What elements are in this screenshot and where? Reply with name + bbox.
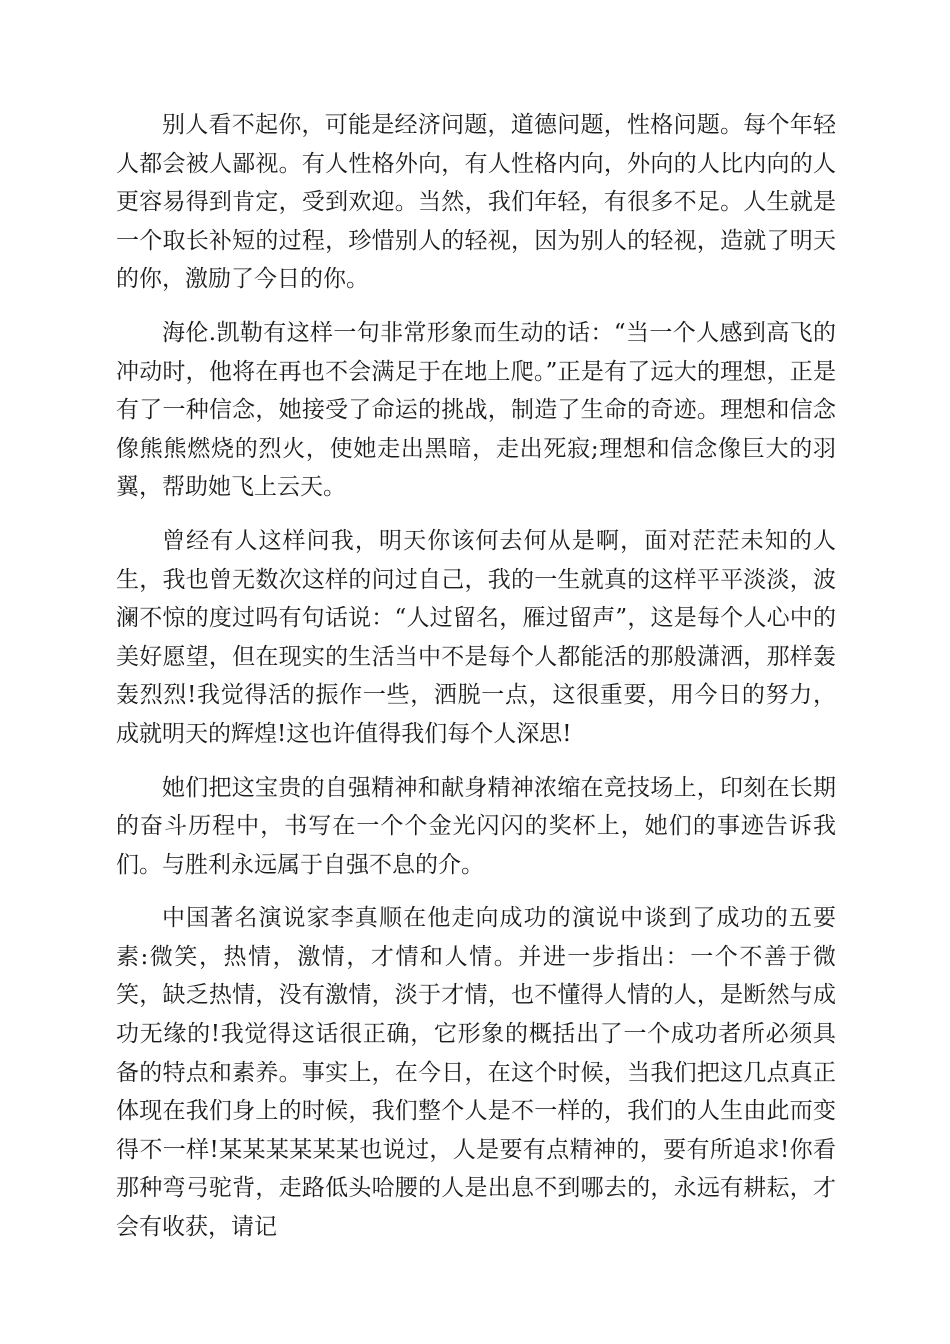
paragraph-5: 中国著名演说家李真顺在他走向成功的演说中谈到了成功的五要素:微笑，热情，激情，才情和人情。并进一步指出：一个不善于微笑，缺乏热情，没有激情，淡于才情，也不懂得人情的人，是断然与成功无缘的!我觉得这话很正确，它形象的概括出了一个成功者所必须具备的特点和素养。事实上，在今日，在这个时候，当我们把这几点真正体现在我们身上的时候，我们整个人是不一样的，我们的人生由此而变得不一样!某某某某某某也说过，人是要有点精神的，要有所追求!你看那种弯弓驼背，走路低头哈腰的人是出息不到哪去的，永远有耕耘，才会有收获，请记 [116, 905, 836, 1241]
document-body [116, 106, 836, 1262]
paragraph-1: 别人看不起你，可能是经济问题，道德问题，性格问题。每个年轻人都会被人鄙视。有人性格外向，有人性格内向，外向的人比内向的人更容易得到肯定，受到欢迎。当然，我们年轻，有很多不足。人生就是一个取长补短的过程，珍惜别人的轻视，因为别人的轻视，造就了明天的你，激励了今日的你。 [116, 112, 836, 293]
paragraph-2: 海伦.凯勒有这样一句非常形象而生动的话：“当一个人感到高飞的冲动时，他将在再也不会满足于在地上爬。”正是有了远大的理想，正是有了一种信念，她接受了命运的挑战，制造了生命的奇迹。理想和信念像熊熊燃烧的烈火，使她走出黑暗，走出死寂;理想和信念像巨大的羽翼，帮助她飞上云天。 [116, 319, 836, 501]
paragraph-3: 曾经有人这样问我，明天你该何去何从是啊，面对茫茫未知的人生，我也曾无数次这样的问过自己，我的一生就真的这样平平淡淡，波澜不惊的度过吗有句话说：“人过留名，雁过留声”，这是每个人心中的美好愿望，但在现实的生活当中不是每个人都能活的那般潇洒，那样轰轰烈烈!我觉得活的振作一些，洒脱一点，这很重要，用今日的努力，成就明天的辉煌!这也许值得我们每个人深思! [116, 527, 836, 747]
paragraph-4: 她们把这宝贵的自强精神和献身精神浓缩在竞技场上，印刻在长期的奋斗历程中，书写在一个个金光闪闪的奖杯上，她们的事迹告诉我们。与胜利永远属于自强不息的介。 [116, 774, 836, 878]
